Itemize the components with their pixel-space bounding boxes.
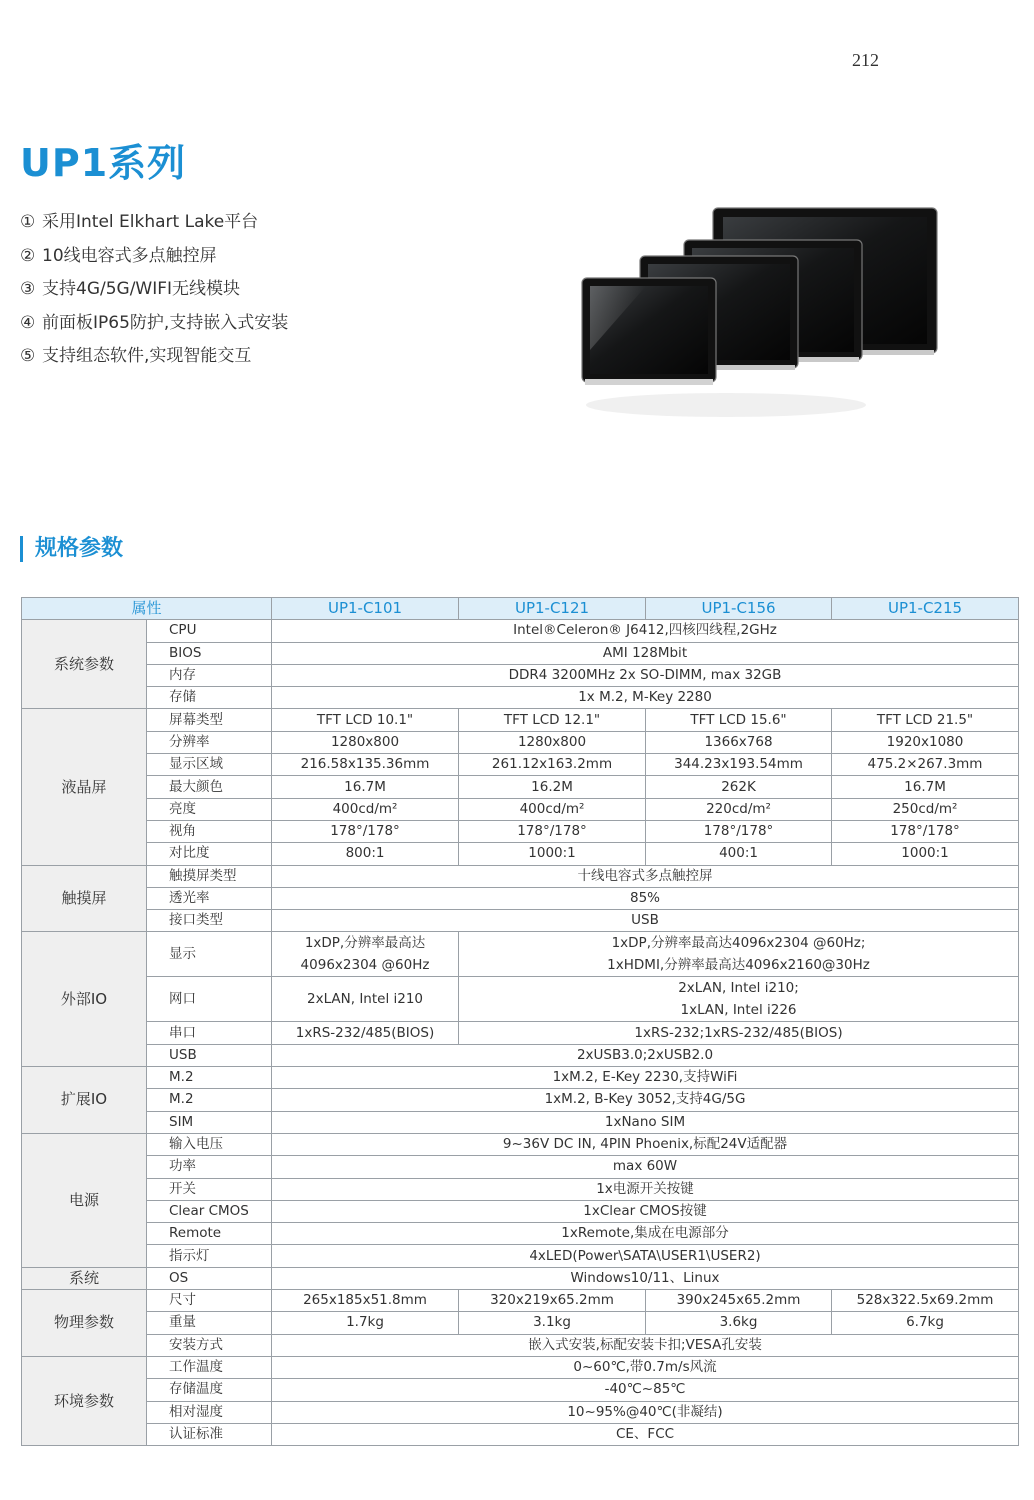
attribute-cell: 相对湿度 — [147, 1401, 272, 1423]
value-cell: 178°/178° — [272, 820, 459, 842]
value-cell: 16.7M — [832, 776, 1019, 798]
product-image — [576, 200, 946, 430]
attribute-cell: 指示灯 — [147, 1245, 272, 1267]
attribute-cell: 接口类型 — [147, 910, 272, 932]
value-cell: max 60W — [272, 1156, 1019, 1178]
spec-table — [21, 597, 1019, 1446]
value-cell: 1xRemote,集成在电源部分 — [272, 1223, 1019, 1245]
value-cell: 3.1kg — [459, 1312, 646, 1334]
value-cell: CE、FCC — [272, 1423, 1019, 1445]
category-cell: 环境参数 — [22, 1356, 147, 1445]
table-row — [22, 820, 1019, 842]
value-cell: 3.6kg — [646, 1312, 832, 1334]
attribute-cell: 输入电压 — [147, 1133, 272, 1155]
value-cell: 1xClear CMOS按键 — [272, 1200, 1019, 1222]
table-row — [22, 977, 1019, 1022]
attribute-cell: 存储 — [147, 687, 272, 709]
feature-item — [20, 273, 288, 307]
value-cell: 344.23x193.54mm — [646, 754, 832, 776]
feature-item — [20, 340, 288, 374]
feature-item — [20, 240, 288, 274]
attribute-cell: 存储温度 — [147, 1379, 272, 1401]
value-line: 1xHDMI,分辨率最高达4096x2160@30Hz — [607, 957, 870, 974]
table-row — [22, 1245, 1019, 1267]
value-line: 2xLAN, Intel i210; — [678, 980, 799, 997]
value-cell: 262K — [646, 776, 832, 798]
value-cell: 390x245x65.2mm — [646, 1290, 832, 1312]
table-row — [22, 798, 1019, 820]
value-cell: 16.2M — [459, 776, 646, 798]
value-cell: 800:1 — [272, 843, 459, 865]
value-cell: 10~95%@40℃(非凝结) — [272, 1401, 1019, 1423]
table-row — [22, 1156, 1019, 1178]
table-row — [22, 1133, 1019, 1155]
feature-list — [20, 206, 288, 374]
feature-text: 10线电容式多点触控屏 — [42, 245, 217, 266]
attribute-cell: 开关 — [147, 1178, 272, 1200]
header-model: UP1-C101 — [272, 598, 459, 620]
value-cell: 400cd/m² — [459, 798, 646, 820]
table-row — [22, 1022, 1019, 1044]
value-cell: 265x185x51.8mm — [272, 1290, 459, 1312]
value-cell — [459, 977, 1019, 1022]
value-line: 1xDP,分辨率最高达 — [304, 935, 426, 952]
value-cell: 216.58x135.36mm — [272, 754, 459, 776]
attribute-cell: Clear CMOS — [147, 1200, 272, 1222]
value-cell: 9~36V DC IN, 4PIN Phoenix,标配24V适配器 — [272, 1133, 1019, 1155]
attribute-cell: M.2 — [147, 1089, 272, 1111]
value-cell: 475.2×267.3mm — [832, 754, 1019, 776]
feature-text: 前面板IP65防护,支持嵌入式安装 — [42, 312, 289, 333]
table-row — [22, 1401, 1019, 1423]
section-title: 规格参数 — [20, 536, 123, 562]
table-header-row — [22, 598, 1019, 620]
category-cell: 系统 — [22, 1267, 147, 1289]
table-row — [22, 709, 1019, 731]
attribute-cell: 内存 — [147, 664, 272, 686]
header-model: UP1-C156 — [646, 598, 832, 620]
attribute-cell: 亮度 — [147, 798, 272, 820]
value-cell: 1280x800 — [459, 731, 646, 753]
value-cell: 400cd/m² — [272, 798, 459, 820]
value-cell: 1xM.2, E-Key 2230,支持WiFi — [272, 1067, 1019, 1089]
value-cell: 0~60℃,带0.7m/s风流 — [272, 1356, 1019, 1378]
value-cell — [272, 932, 459, 977]
feature-number: ② — [20, 245, 36, 266]
attribute-cell: 显示 — [147, 932, 272, 977]
table-row — [22, 1356, 1019, 1378]
attribute-cell: OS — [147, 1267, 272, 1289]
table-row — [22, 754, 1019, 776]
value-cell: Intel®Celeron® J6412,四核四线程,2GHz — [272, 620, 1019, 642]
value-cell: AMI 128Mbit — [272, 642, 1019, 664]
attribute-cell: 功率 — [147, 1156, 272, 1178]
table-row — [22, 731, 1019, 753]
category-cell: 扩展IO — [22, 1067, 147, 1134]
category-cell: 电源 — [22, 1133, 147, 1267]
attribute-cell: 显示区域 — [147, 754, 272, 776]
category-cell: 液晶屏 — [22, 709, 147, 865]
table-row — [22, 1089, 1019, 1111]
value-cell: 178°/178° — [646, 820, 832, 842]
header-attribute: 属性 — [22, 598, 272, 620]
feature-text: 支持组态软件,实现智能交互 — [42, 346, 252, 366]
value-cell: 1.7kg — [272, 1312, 459, 1334]
table-row — [22, 1312, 1019, 1334]
header-model: UP1-C121 — [459, 598, 646, 620]
feature-number: ③ — [20, 279, 36, 299]
value-cell: 85% — [272, 887, 1019, 909]
feature-item — [20, 307, 288, 341]
attribute-cell: 对比度 — [147, 843, 272, 865]
value-cell: 1920x1080 — [832, 731, 1019, 753]
value-cell: 1280x800 — [272, 731, 459, 753]
value-cell: 1000:1 — [832, 843, 1019, 865]
value-cell: DDR4 3200MHz 2x SO-DIMM, max 32GB — [272, 664, 1019, 686]
feature-number: ⑤ — [20, 346, 36, 366]
category-cell: 物理参数 — [22, 1290, 147, 1357]
attribute-cell: Remote — [147, 1223, 272, 1245]
monitor-101 — [582, 278, 716, 385]
attribute-cell: 认证标准 — [147, 1423, 272, 1445]
table-row — [22, 887, 1019, 909]
attribute-cell: 触摸屏类型 — [147, 865, 272, 887]
value-cell: 2xUSB3.0;2xUSB2.0 — [272, 1044, 1019, 1066]
table-row — [22, 932, 1019, 977]
table-row — [22, 1111, 1019, 1133]
value-cell: 1x M.2, M-Key 2280 — [272, 687, 1019, 709]
attribute-cell: 分辨率 — [147, 731, 272, 753]
value-cell: 1x电源开关按键 — [272, 1178, 1019, 1200]
attribute-cell: 安装方式 — [147, 1334, 272, 1356]
value-cell: TFT LCD 12.1" — [459, 709, 646, 731]
value-line: 4096x2304 @60Hz — [300, 957, 430, 974]
attribute-cell: 网口 — [147, 977, 272, 1022]
table-row — [22, 1067, 1019, 1089]
attribute-cell: USB — [147, 1044, 272, 1066]
value-cell: 178°/178° — [459, 820, 646, 842]
attribute-cell: SIM — [147, 1111, 272, 1133]
table-row — [22, 620, 1019, 642]
value-cell: TFT LCD 15.6" — [646, 709, 832, 731]
value-cell: 220cd/m² — [646, 798, 832, 820]
table-row — [22, 1423, 1019, 1445]
table-row — [22, 1334, 1019, 1356]
attribute-cell: 透光率 — [147, 887, 272, 909]
table-row — [22, 642, 1019, 664]
table-row — [22, 1178, 1019, 1200]
value-cell: 1xM.2, B-Key 3052,支持4G/5G — [272, 1089, 1019, 1111]
value-cell: Windows10/11、Linux — [272, 1267, 1019, 1289]
table-row — [22, 865, 1019, 887]
attribute-cell: M.2 — [147, 1067, 272, 1089]
value-cell: 178°/178° — [832, 820, 1019, 842]
attribute-cell: BIOS — [147, 642, 272, 664]
feature-number: ① — [20, 212, 36, 232]
table-row — [22, 664, 1019, 686]
value-cell: -40℃~85℃ — [272, 1379, 1019, 1401]
table-row — [22, 1290, 1019, 1312]
value-cell: 十线电容式多点触控屏 — [272, 865, 1019, 887]
category-cell: 系统参数 — [22, 620, 147, 709]
attribute-cell: 重量 — [147, 1312, 272, 1334]
feature-number: ④ — [20, 312, 36, 333]
value-cell: 4xLED(Power\SATA\USER1\USER2) — [272, 1245, 1019, 1267]
attribute-cell: 串口 — [147, 1022, 272, 1044]
value-cell: 1xRS-232/485(BIOS) — [272, 1022, 459, 1044]
value-cell: TFT LCD 10.1" — [272, 709, 459, 731]
attribute-cell: 视角 — [147, 820, 272, 842]
page-number: 212 — [852, 50, 879, 70]
value-cell: 528x322.5x69.2mm — [832, 1290, 1019, 1312]
value-cell: 1000:1 — [459, 843, 646, 865]
value-line: 1xLAN, Intel i226 — [680, 1002, 797, 1019]
table-row — [22, 687, 1019, 709]
feature-text: 支持4G/5G/WIFI无线模块 — [42, 279, 241, 299]
table-row — [22, 776, 1019, 798]
category-cell: 触摸屏 — [22, 865, 147, 932]
table-row — [22, 1223, 1019, 1245]
value-cell: USB — [272, 910, 1019, 932]
attribute-cell: 屏幕类型 — [147, 709, 272, 731]
value-cell: 1xNano SIM — [272, 1111, 1019, 1133]
table-row — [22, 910, 1019, 932]
table-row — [22, 1044, 1019, 1066]
table-row — [22, 1267, 1019, 1289]
value-cell: 2xLAN, Intel i210 — [272, 977, 459, 1022]
attribute-cell: 工作温度 — [147, 1356, 272, 1378]
value-cell — [459, 932, 1019, 977]
value-cell: 嵌入式安装,标配安装卡扣;VESA孔安装 — [272, 1334, 1019, 1356]
value-cell: TFT LCD 21.5" — [832, 709, 1019, 731]
series-title: UP1系列 — [20, 141, 187, 185]
table-row — [22, 843, 1019, 865]
value-cell: 6.7kg — [832, 1312, 1019, 1334]
value-cell: 250cd/m² — [832, 798, 1019, 820]
value-cell: 261.12x163.2mm — [459, 754, 646, 776]
attribute-cell: CPU — [147, 620, 272, 642]
value-cell: 320x219x65.2mm — [459, 1290, 646, 1312]
value-cell: 1366x768 — [646, 731, 832, 753]
feature-text: 采用Intel Elkhart Lake平台 — [42, 212, 259, 232]
header-model: UP1-C215 — [832, 598, 1019, 620]
table-row — [22, 1200, 1019, 1222]
feature-item — [20, 206, 288, 240]
value-line: 1xDP,分辨率最高达4096x2304 @60Hz; — [611, 935, 866, 952]
value-cell: 1xRS-232;1xRS-232/485(BIOS) — [459, 1022, 1019, 1044]
value-cell: 16.7M — [272, 776, 459, 798]
table-row — [22, 1379, 1019, 1401]
attribute-cell: 最大颜色 — [147, 776, 272, 798]
attribute-cell: 尺寸 — [147, 1290, 272, 1312]
value-cell: 400:1 — [646, 843, 832, 865]
category-cell: 外部IO — [22, 932, 147, 1067]
